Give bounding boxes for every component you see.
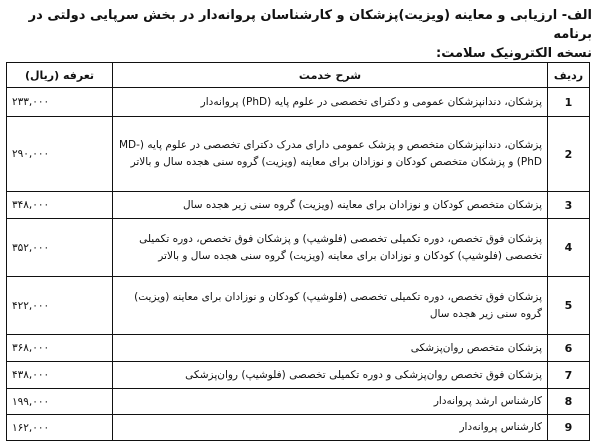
fee-value: ۱۶۲,۰۰۰	[7, 415, 113, 441]
section-heading-line2: نسخه الکترونیک سلامت:	[436, 46, 592, 61]
service-description: پزشکان، دندانپزشکان عمومی و دکترای تخصصی در علوم پایه (PhD) پروانه‌دار	[113, 88, 548, 117]
header-row-number: ردیف	[548, 63, 590, 88]
service-description: پزشکان فوق تخصص روان‌پزشکی و دوره تکمیلی تخصصی (فلوشیپ) روان‌پزشکی	[113, 362, 548, 389]
fee-value: ۴۲۲,۰۰۰	[7, 277, 113, 335]
table-row	[7, 117, 590, 192]
row-number: 8	[548, 389, 590, 415]
table-row	[7, 277, 590, 335]
row-number: 6	[548, 335, 590, 362]
row-number: 3	[548, 192, 590, 219]
row-number: 2	[548, 117, 590, 192]
table-row	[7, 389, 590, 415]
fee-value: ۲۳۳,۰۰۰	[7, 88, 113, 117]
service-description: کارشناس ارشد پروانه‌دار	[113, 389, 548, 415]
row-number: 9	[548, 415, 590, 441]
table-row	[7, 362, 590, 389]
row-number: 1	[548, 88, 590, 117]
section-heading	[4, 6, 592, 44]
fee-table	[6, 62, 590, 441]
table-row	[7, 192, 590, 219]
fee-value: ۲۹۰,۰۰۰	[7, 117, 113, 192]
table-row	[7, 335, 590, 362]
row-number: 7	[548, 362, 590, 389]
document-page	[4, 6, 594, 63]
service-description: پزشکان، دندانپزشکان متخصص و پزشک عمومی دارای مدرک دکترای تخصصی در علوم پایه (MD-PhD) و پزشکان متخصص کودکان و نوزادان برای معاینه (ویزیت) گروه سنی هجده سال و بالاتر	[113, 117, 548, 192]
service-description: کارشناس پروانه‌دار	[113, 415, 548, 441]
table-row	[7, 415, 590, 441]
header-service-description: شرح خدمت	[113, 63, 548, 88]
service-description: پزشکان متخصص روان‌پزشکی	[113, 335, 548, 362]
fee-value: ۳۶۸,۰۰۰	[7, 335, 113, 362]
fee-value: ۳۵۲,۰۰۰	[7, 219, 113, 277]
fee-table-header-row	[7, 63, 590, 88]
section-heading-prefix: الف-	[561, 8, 592, 23]
service-description: پزشکان فوق تخصص، دوره تکمیلی تخصصی (فلوشیپ) و پزشکان فوق تخصص، دوره تکمیلی تخصصی (فلوشیپ) کودکان و نوزادان برای معاینه (ویزیت) گروه سنی هجده سال و بالاتر	[113, 219, 548, 277]
service-description: پزشکان متخصص کودکان و نوزادان برای معاینه (ویزیت) گروه سنی زیر هجده سال	[113, 192, 548, 219]
table-row	[7, 88, 590, 117]
fee-value: ۴۳۸,۰۰۰	[7, 362, 113, 389]
fee-value: ۳۴۸,۰۰۰	[7, 192, 113, 219]
row-number: 4	[548, 219, 590, 277]
table-row	[7, 219, 590, 277]
service-description: پزشکان فوق تخصص، دوره تکمیلی تخصصی (فلوشیپ) کودکان و نوزادان برای معاینه (ویزیت) گروه سنی زیر هجده سال	[113, 277, 548, 335]
section-heading-line1: ارزیابی و معاینه (ویزیت)پزشکان و کارشناسان پروانه‌دار در بخش سرپایی دولتی در برنامه	[28, 8, 592, 42]
fee-value: ۱۹۹,۰۰۰	[7, 389, 113, 415]
header-fee: تعرفه (ریال)	[7, 63, 113, 88]
row-number: 5	[548, 277, 590, 335]
